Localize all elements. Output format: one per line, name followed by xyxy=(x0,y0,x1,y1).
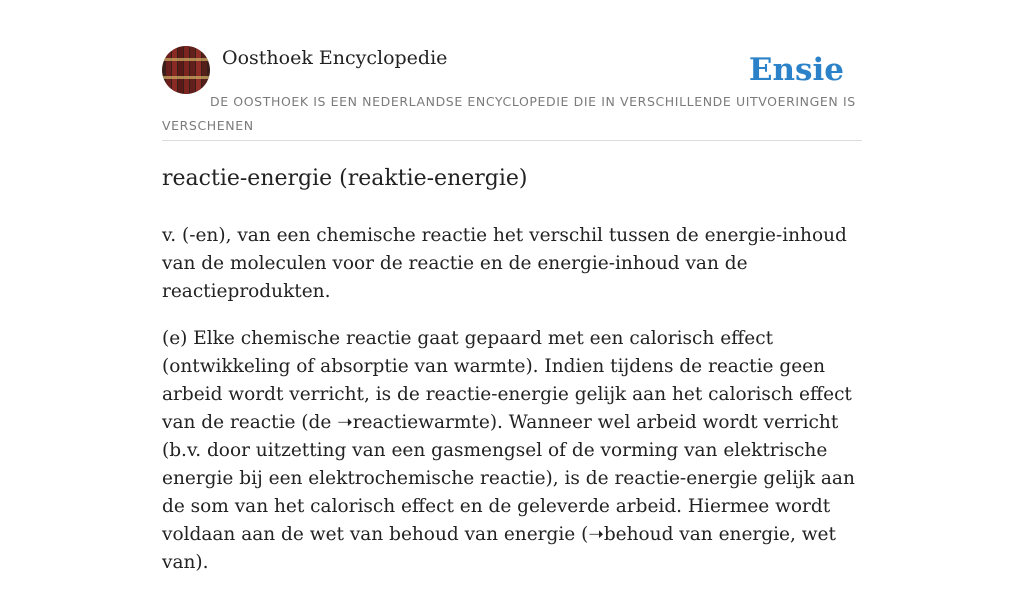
article xyxy=(162,160,874,596)
site-name[interactable]: Oosthoek Encyclopedie xyxy=(222,47,448,69)
page-header xyxy=(162,46,862,141)
site-tagline: DE OOSTHOEK IS EEN NEDERLANDSE ENCYCLOPEDIE DIE IN VERSCHILLENDE UITVOERINGEN IS VERSCHENEN xyxy=(162,94,856,133)
encyclopedia-books-avatar[interactable] xyxy=(162,46,210,94)
brand-logo[interactable]: Ensie xyxy=(748,52,844,88)
article-paragraph-explanation: (e) Elke chemische reactie gaat gepaard met een calorisch effect (ontwikkeling of absorptie van warmte). Indien tijdens de reactie geen arbeid wordt verricht, is de reactie-energie gelijk aan het calorisch effect van de reactie (de ➝reactiewarmte). Wanneer wel arbeid wordt verricht (b.v. door uitzetting van een gasmengsel of de vorming van elektrische energie bij een elektrochemische reactie), is de reactie-energie gelijk aan de som van het calorisch effect en de geleverde arbeid. Hiermee wordt voldaan aan de wet van behoud van energie (➝behoud van energie, wet van). xyxy=(162,328,855,573)
article-title: reactie-energie (reaktie-energie) xyxy=(162,166,528,191)
article-paragraph-definition: v. (-en), van een chemische reactie het verschil tussen de energie-inhoud van de moleculen voor de reactie en de energie-inhoud van de reactieprodukten. xyxy=(162,225,847,302)
